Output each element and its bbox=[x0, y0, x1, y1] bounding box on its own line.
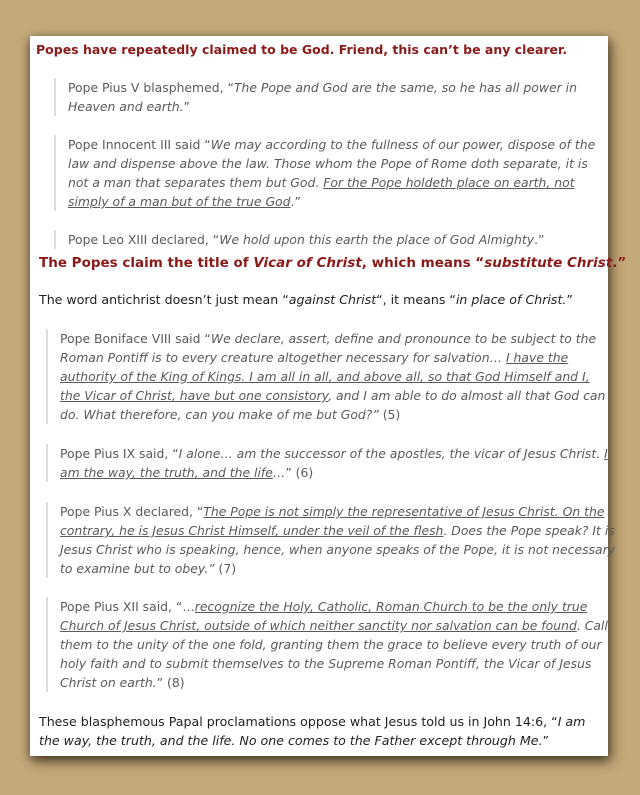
quote-boniface-viii bbox=[46, 329, 608, 424]
quote-text: We may according to the fullness of our power, dispose of the law and dispense above the law. Those whom the Pope of Rome doth separate, it is not a man that separates them but God. bbox=[68, 137, 596, 190]
quote-intro: Pope Pius IX said, “ bbox=[60, 446, 179, 461]
quote-text: The Pope and God are the same, so he has all power in Heaven and earth. bbox=[68, 80, 577, 114]
quote-intro: Pope Leo XIII declared, “ bbox=[68, 232, 220, 247]
para-text: The word antichrist doesn’t just mean “ bbox=[39, 292, 289, 307]
quote-text: I alone… am the successor of the apostles, the vicar of Jesus Christ. bbox=[178, 446, 605, 461]
quote-close: ” bbox=[183, 99, 190, 114]
quote-innocent-iii bbox=[54, 135, 603, 211]
para-emphasis: I am the way, the truth, and the life. No one comes to the Father except through Me. bbox=[39, 714, 586, 748]
quote-intro: Pope Innocent III said “ bbox=[68, 137, 211, 152]
quote-intro: Pope Pius V blasphemed, “ bbox=[68, 80, 234, 95]
quote-text: , and I am able to do almost all that God can do. What therefore, can you make of me but God?” bbox=[60, 388, 606, 422]
vicar-heading-text: The Popes claim the title of bbox=[39, 255, 254, 271]
vicar-heading-text: , which means “ bbox=[361, 255, 485, 271]
para-text: These blasphemous Papal proclamations oppose what Jesus told us in John 14:6, “ bbox=[39, 714, 558, 729]
quote-underlined: recognize the Holy, Catholic, Roman Church to be the only true Church of Jesus Christ, outside of which neither sanctity nor salvation can be found bbox=[60, 599, 588, 633]
para-emphasis: in place of Christ. bbox=[455, 292, 567, 307]
para-text: “, it means “ bbox=[376, 292, 456, 307]
quote-close: ” (6) bbox=[285, 465, 314, 480]
vicar-heading bbox=[39, 255, 626, 271]
para-emphasis: against Christ bbox=[288, 292, 377, 307]
quote-text: We hold upon this earth the place of God Almighty bbox=[219, 232, 535, 247]
quote-close: ” (8) bbox=[156, 675, 185, 690]
quote-close: .” bbox=[290, 194, 301, 209]
conclusion-paragraph bbox=[39, 712, 604, 750]
quote-underlined: I have the authority of the King of Kings. I am all in all, and above all, so that God Himself and I, the Vicar of Christ, have but one consistory bbox=[60, 350, 590, 403]
quote-text: … bbox=[272, 465, 286, 480]
quote-pius-ix bbox=[46, 444, 608, 482]
quote-intro: Pope Boniface VIII said “ bbox=[60, 331, 211, 346]
quote-pius-x bbox=[46, 502, 618, 578]
para-text: ” bbox=[566, 292, 573, 307]
quote-leo-xiii bbox=[54, 230, 598, 249]
para-text: ” bbox=[542, 733, 550, 748]
quote-underlined: For the Pope holdeth place on earth, not simply of a man but of the true God bbox=[68, 175, 575, 209]
quote-underlined: The Pope is not simply the representative of Jesus Christ. On the contrary, he is Jesus Christ Himself, under the veil of the flesh bbox=[60, 504, 605, 538]
antichrist-paragraph bbox=[39, 290, 604, 309]
quote-close: .” bbox=[534, 232, 545, 247]
article-page bbox=[30, 36, 627, 756]
vicar-heading-text: .” bbox=[612, 255, 627, 271]
quote-intro: Pope Pius XII said, “… bbox=[60, 599, 195, 614]
quote-underlined: I am the way, the truth, and the life bbox=[60, 446, 608, 480]
quote-text: . Call them to the unity of the one fold, granting them the grace to believe every truth of our holy faith and to submit themselves to the Supreme Roman Pontiff, the Vicar of Jesus Christ on earth. bbox=[60, 618, 608, 690]
quote-reference: (7) bbox=[214, 561, 237, 576]
vicar-heading-emphasis: Vicar of Christ bbox=[253, 255, 362, 271]
quote-pius-v bbox=[54, 78, 598, 116]
quote-intro: Pope Pius X declared, “ bbox=[60, 504, 204, 519]
quote-text: We declare, assert, define and pronounce to be subject to the Roman Pontiff is to every creature altogether necessary for salvation… bbox=[60, 331, 597, 365]
vicar-heading-emphasis: substitute Christ bbox=[484, 255, 613, 271]
quote-text: . Does the Pope speak? It is Jesus Christ who is speaking, hence, when anyone speaks of the Pope, it is not necessary to examine but to obey.” bbox=[60, 523, 616, 576]
quote-pius-xii bbox=[46, 597, 616, 692]
quote-reference: (5) bbox=[378, 407, 401, 422]
section-heading: Popes have repeatedly claimed to be God. Friend, this can’t be any clearer. bbox=[36, 42, 568, 57]
